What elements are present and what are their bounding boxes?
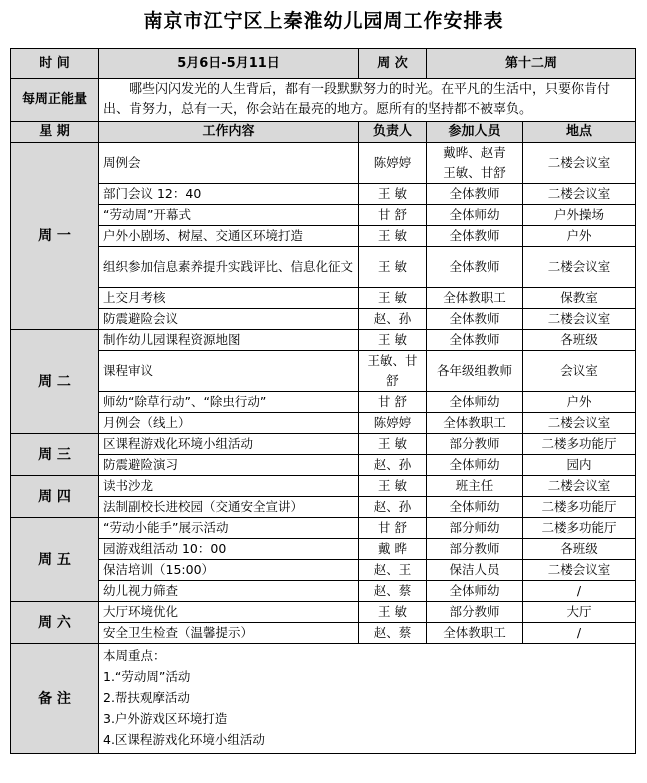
task-participants: 各年级组教师 xyxy=(427,351,523,392)
col-owner: 负责人 xyxy=(359,122,427,143)
task-content: 保洁培训（15:00） xyxy=(99,560,359,581)
schedule-row xyxy=(11,602,636,623)
task-owner: 王敏、甘舒 xyxy=(359,351,427,392)
task-location: 二楼多功能厅 xyxy=(523,497,636,518)
remarks-line: 1.“劳动周”活动 xyxy=(103,669,191,684)
task-participants: 全体师幼 xyxy=(427,455,523,476)
task-owner: 王 敏 xyxy=(359,247,427,288)
task-location: 二楼会议室 xyxy=(523,309,636,330)
task-owner: 王 敏 xyxy=(359,602,427,623)
week-label: 周 次 xyxy=(359,49,427,79)
task-location: 园内 xyxy=(523,455,636,476)
schedule-row xyxy=(11,581,636,602)
task-location: 二楼会议室 xyxy=(523,476,636,497)
schedule-row xyxy=(11,539,636,560)
task-location: 会议室 xyxy=(523,351,636,392)
motto-text: 哪些闪闪发光的人生背后，都有一段默默努力的时光。在平凡的生活中，只要你肯付出、肯努力，总有一天，你会站在最亮的地方。愿所有的坚持都不被辜负。 xyxy=(99,79,636,122)
task-owner: 赵、蔡 xyxy=(359,623,427,644)
page-title: 南京市江宁区上秦淮幼儿园周工作安排表 xyxy=(143,10,504,32)
header-row xyxy=(11,49,636,79)
remarks-line: 4.区课程游戏化环境小组活动 xyxy=(103,732,265,747)
task-owner: 赵、蔡 xyxy=(359,581,427,602)
task-participants: 全体教职工 xyxy=(427,288,523,309)
schedule-row xyxy=(11,623,636,644)
schedule-row xyxy=(11,205,636,226)
task-owner: 赵、孙 xyxy=(359,455,427,476)
task-owner: 王 敏 xyxy=(359,476,427,497)
task-content: 月例会（线上） xyxy=(99,413,359,434)
task-participants: 全体教师 xyxy=(427,309,523,330)
schedule-row xyxy=(11,226,636,247)
task-participants: 全体师幼 xyxy=(427,392,523,413)
task-location: 二楼多功能厅 xyxy=(523,518,636,539)
task-owner: 王 敏 xyxy=(359,330,427,351)
schedule-row xyxy=(11,392,636,413)
schedule-row xyxy=(11,351,636,392)
schedule-row xyxy=(11,309,636,330)
task-location: 大厅 xyxy=(523,602,636,623)
days-body xyxy=(11,143,636,644)
schedule-row xyxy=(11,330,636,351)
task-participants: 全体师幼 xyxy=(427,497,523,518)
task-content: 师幼“除草行动”、“除虫行动” xyxy=(99,392,359,413)
task-owner: 陈婷婷 xyxy=(359,143,427,184)
task-location: / xyxy=(523,581,636,602)
task-location: 二楼会议室 xyxy=(523,247,636,288)
day-label: 周 五 xyxy=(11,518,99,602)
task-location: 户外 xyxy=(523,226,636,247)
date-range: 5月6日-5月11日 xyxy=(99,49,359,79)
schedule-row xyxy=(11,288,636,309)
schedule-row xyxy=(11,518,636,539)
task-owner: 赵、孙 xyxy=(359,497,427,518)
col-day: 星 期 xyxy=(11,122,99,143)
task-location: 二楼会议室 xyxy=(523,184,636,205)
task-content: 安全卫生检查（温馨提示） xyxy=(99,623,359,644)
schedule-row xyxy=(11,560,636,581)
schedule-row xyxy=(11,476,636,497)
task-participants: 部分教师 xyxy=(427,602,523,623)
task-content: 读书沙龙 xyxy=(99,476,359,497)
task-content: 课程审议 xyxy=(99,351,359,392)
task-content: 大厅环境优化 xyxy=(99,602,359,623)
task-participants: 全体师幼 xyxy=(427,205,523,226)
task-content: 周例会 xyxy=(99,143,359,184)
task-owner: 甘 舒 xyxy=(359,205,427,226)
motto-label: 每周正能量 xyxy=(11,79,99,122)
day-label: 周 四 xyxy=(11,476,99,518)
task-participants: 戴晔、赵青 王敏、甘舒 xyxy=(427,143,523,184)
task-location: 二楼会议室 xyxy=(523,560,636,581)
task-location: 二楼会议室 xyxy=(523,143,636,184)
task-content: 防震避险会议 xyxy=(99,309,359,330)
task-location: 各班级 xyxy=(523,539,636,560)
col-content: 工作内容 xyxy=(99,122,359,143)
task-participants: 全体教师 xyxy=(427,184,523,205)
remarks-row xyxy=(11,644,636,754)
task-content: 法制副校长进校园（交通安全宣讲） xyxy=(99,497,359,518)
task-location: / xyxy=(523,623,636,644)
task-owner: 王 敏 xyxy=(359,288,427,309)
task-owner: 赵、王 xyxy=(359,560,427,581)
schedule-row xyxy=(11,455,636,476)
task-participants: 全体教师 xyxy=(427,226,523,247)
task-owner: 陈婷婷 xyxy=(359,413,427,434)
task-content: 组织参加信息素养提升实践评比、信息化征文 xyxy=(99,247,359,288)
task-owner: 甘 舒 xyxy=(359,518,427,539)
day-label: 周 一 xyxy=(11,143,99,330)
remarks-line: 2.帮扶观摩活动 xyxy=(103,690,190,705)
task-owner: 王 敏 xyxy=(359,434,427,455)
motto-row xyxy=(11,79,636,122)
task-content: 幼儿视力筛查 xyxy=(99,581,359,602)
task-participants: 全体师幼 xyxy=(427,581,523,602)
task-participants: 班主任 xyxy=(427,476,523,497)
column-header-row xyxy=(11,122,636,143)
schedule-row xyxy=(11,497,636,518)
task-participants: 全体教职工 xyxy=(427,413,523,434)
task-participants: 保洁人员 xyxy=(427,560,523,581)
remarks-content xyxy=(99,644,636,754)
task-content: 园游戏组活动 10：00 xyxy=(99,539,359,560)
task-location: 各班级 xyxy=(523,330,636,351)
day-label: 周 三 xyxy=(11,434,99,476)
week-value: 第十二周 xyxy=(427,49,636,79)
task-location: 二楼会议室 xyxy=(523,413,636,434)
col-location: 地点 xyxy=(523,122,636,143)
task-location: 保教室 xyxy=(523,288,636,309)
task-content: 户外小剧场、树屋、交通区环境打造 xyxy=(99,226,359,247)
task-owner: 戴 晔 xyxy=(359,539,427,560)
task-content: “劳动周”开幕式 xyxy=(99,205,359,226)
task-participants: 全体教师 xyxy=(427,247,523,288)
task-owner: 王 敏 xyxy=(359,226,427,247)
task-participants: 部分教师 xyxy=(427,539,523,560)
schedule-row xyxy=(11,413,636,434)
task-content: 区课程游戏化环境小组活动 xyxy=(99,434,359,455)
col-participants: 参加人员 xyxy=(427,122,523,143)
task-content: 制作幼儿园课程资源地图 xyxy=(99,330,359,351)
task-location: 户外操场 xyxy=(523,205,636,226)
task-content: 上交月考核 xyxy=(99,288,359,309)
task-location: 二楼多功能厅 xyxy=(523,434,636,455)
task-owner: 王 敏 xyxy=(359,184,427,205)
day-label: 周 六 xyxy=(11,602,99,644)
remarks-line: 3.户外游戏区环境打造 xyxy=(103,711,228,726)
schedule-table xyxy=(10,48,636,754)
task-owner: 甘 舒 xyxy=(359,392,427,413)
schedule-row xyxy=(11,247,636,288)
time-label: 时 间 xyxy=(11,49,99,79)
task-content: 部门会议 12：40 xyxy=(99,184,359,205)
schedule-row xyxy=(11,184,636,205)
task-content: 防震避险演习 xyxy=(99,455,359,476)
schedule-row xyxy=(11,143,636,184)
remarks-line: 本周重点： xyxy=(103,648,166,663)
schedule-row xyxy=(11,434,636,455)
task-participants: 全体教职工 xyxy=(427,623,523,644)
task-participants: 部分师幼 xyxy=(427,518,523,539)
day-label: 周 二 xyxy=(11,330,99,434)
remarks-label: 备 注 xyxy=(11,644,99,754)
task-owner: 赵、孙 xyxy=(359,309,427,330)
task-content: “劳动小能手”展示活动 xyxy=(99,518,359,539)
task-participants: 部分教师 xyxy=(427,434,523,455)
task-location: 户外 xyxy=(523,392,636,413)
task-participants: 全体教师 xyxy=(427,330,523,351)
